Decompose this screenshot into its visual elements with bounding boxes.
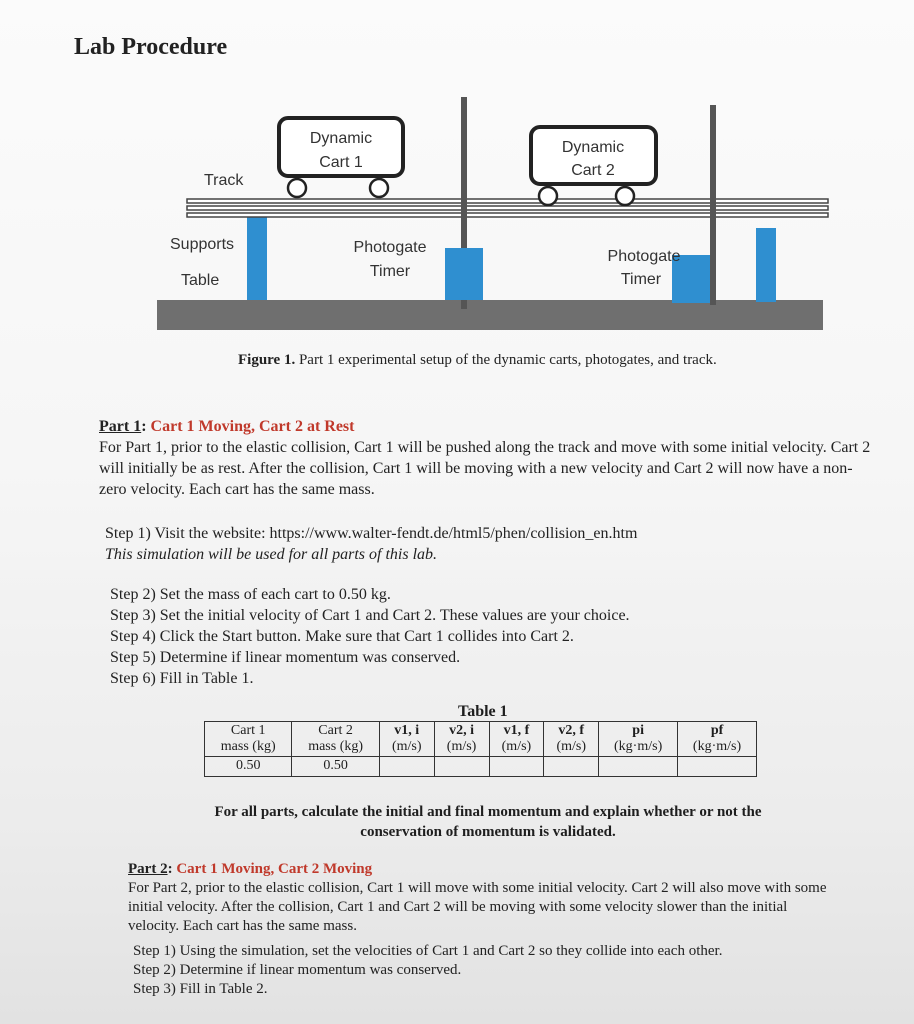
part1-paragraph: For Part 1, prior to the elastic collision, Cart 1 will be pushed along the track and move with some initial velocity. Cart 2 will initially be as rest. After the collision, Cart 1 will be moving with a new velocity and Cart 2 will now have a non-zero velocity. Each cart has the same mass. [99, 439, 871, 498]
table1-cell[interactable] [434, 757, 489, 777]
table1-title: Table 1 [458, 703, 508, 720]
cart-2-wheel-right [616, 187, 634, 205]
part1-step1 [105, 523, 885, 565]
setup-diagram [0, 0, 914, 345]
part1-section [99, 416, 879, 500]
cart-1-wheel-right [370, 179, 388, 197]
track-label: Track [204, 172, 244, 189]
cart-1-label-line2: Cart 1 [319, 154, 363, 171]
table1-cell[interactable] [379, 757, 434, 777]
table1-data-row [205, 757, 757, 777]
part1-step-2: Step 2) Set the mass of each cart to 0.50 kg. [110, 586, 391, 603]
part2-title-text: Cart 1 Moving, Cart 2 Moving [176, 861, 373, 877]
part2-step-3: Step 3) Fill in Table 2. [133, 981, 268, 997]
table1-header-row [205, 722, 757, 757]
part2-step-2: Step 2) Determine if linear momentum was conserved. [133, 962, 462, 978]
part2-steps [133, 942, 833, 999]
cart-1-label-line1: Dynamic [309, 130, 373, 147]
figure-caption-label: Figure 1. [238, 352, 296, 368]
part2-title-sep: : [167, 861, 177, 877]
track [187, 199, 828, 217]
part1-title-num: Part 1 [99, 418, 142, 435]
cart-1-wheel-left [288, 179, 306, 197]
table1-header-cell: v1, i (m/s) [379, 722, 434, 757]
part2-paragraph: For Part 2, prior to the elastic collision, Cart 1 will move with some initial velocity. Cart 2 will also move with some initial velocity. After the collision, Cart 1 and Cart 2 will be moving with some velocity slower than the initial velocity. Each cart has the same mass. [128, 880, 827, 934]
part2-title [128, 860, 828, 879]
part2-section [128, 860, 828, 936]
table1-header-cell: pi (kg·m/s) [599, 722, 678, 757]
table1-header-cell: pf (kg·m/s) [678, 722, 757, 757]
supports-label: Supports [170, 236, 235, 253]
figure-caption-text: Part 1 experimental setup of the dynamic carts, photogates, and track. [295, 352, 717, 368]
table1-header-cell: Cart 2 mass (kg) [292, 722, 379, 757]
table-label: Table [181, 272, 220, 289]
support-right [756, 228, 776, 302]
table1-cell[interactable]: 0.50 [292, 757, 379, 777]
figure-caption [238, 352, 717, 369]
part1-step1-note: This simulation will be used for all parts of this lab. [105, 546, 438, 563]
part1-step-3: Step 3) Set the initial velocity of Cart 1 and Cart 2. These values are your choice. [110, 607, 630, 624]
page-heading: Lab Procedure [74, 34, 228, 60]
photogate-2-label-line2: Timer [620, 271, 662, 288]
support-left [247, 217, 267, 300]
cart-2-label-line2: Cart 2 [571, 162, 615, 179]
part2-step-1: Step 1) Using the simulation, set the velocities of Cart 1 and Cart 2 so they collide into each other. [133, 943, 723, 959]
part2-title-num: Part 2 [128, 861, 168, 877]
part1-step1-text: Step 1) Visit the website: https://www.walter-fendt.de/html5/phen/collision_en.htm [105, 525, 638, 542]
momentum-note-line2: conservation of momentum is validated. [360, 824, 616, 840]
photogate-1-label-line2: Timer [369, 263, 411, 280]
part1-step-4: Step 4) Click the Start button. Make sure that Cart 1 collides into Cart 2. [110, 628, 574, 645]
table1-cell[interactable] [599, 757, 678, 777]
momentum-note-line1: For all parts, calculate the initial and final momentum and explain whether or not the [214, 804, 762, 820]
part1-step-5: Step 5) Determine if linear momentum was conserved. [110, 649, 461, 666]
table1-cell[interactable]: 0.50 [205, 757, 292, 777]
cart-2-wheel-left [539, 187, 557, 205]
photogate-1-label-line1: Photogate [353, 239, 427, 256]
cart-2-label-line1: Dynamic [561, 139, 625, 156]
part1-title-text: Cart 1 Moving, Cart 2 at Rest [150, 418, 355, 435]
photogate-box-1 [445, 248, 483, 300]
table1-header-cell: Cart 1 mass (kg) [205, 722, 292, 757]
momentum-note [168, 802, 808, 842]
table1-header-cell: v1, f (m/s) [489, 722, 544, 757]
table1-cell[interactable] [544, 757, 599, 777]
table1-header-cell: v2, i (m/s) [434, 722, 489, 757]
part1-step-6: Step 6) Fill in Table 1. [110, 670, 254, 687]
table1-cell[interactable] [489, 757, 544, 777]
table1-header-cell: v2, f (m/s) [544, 722, 599, 757]
table1 [204, 721, 757, 777]
photogate-post-2 [710, 105, 716, 305]
table1-cell[interactable] [678, 757, 757, 777]
part1-steps [110, 584, 890, 689]
part1-title-sep: : [141, 418, 151, 435]
photogate-2-label-line1: Photogate [607, 248, 681, 265]
part1-title [99, 416, 879, 437]
table-base [157, 300, 823, 330]
